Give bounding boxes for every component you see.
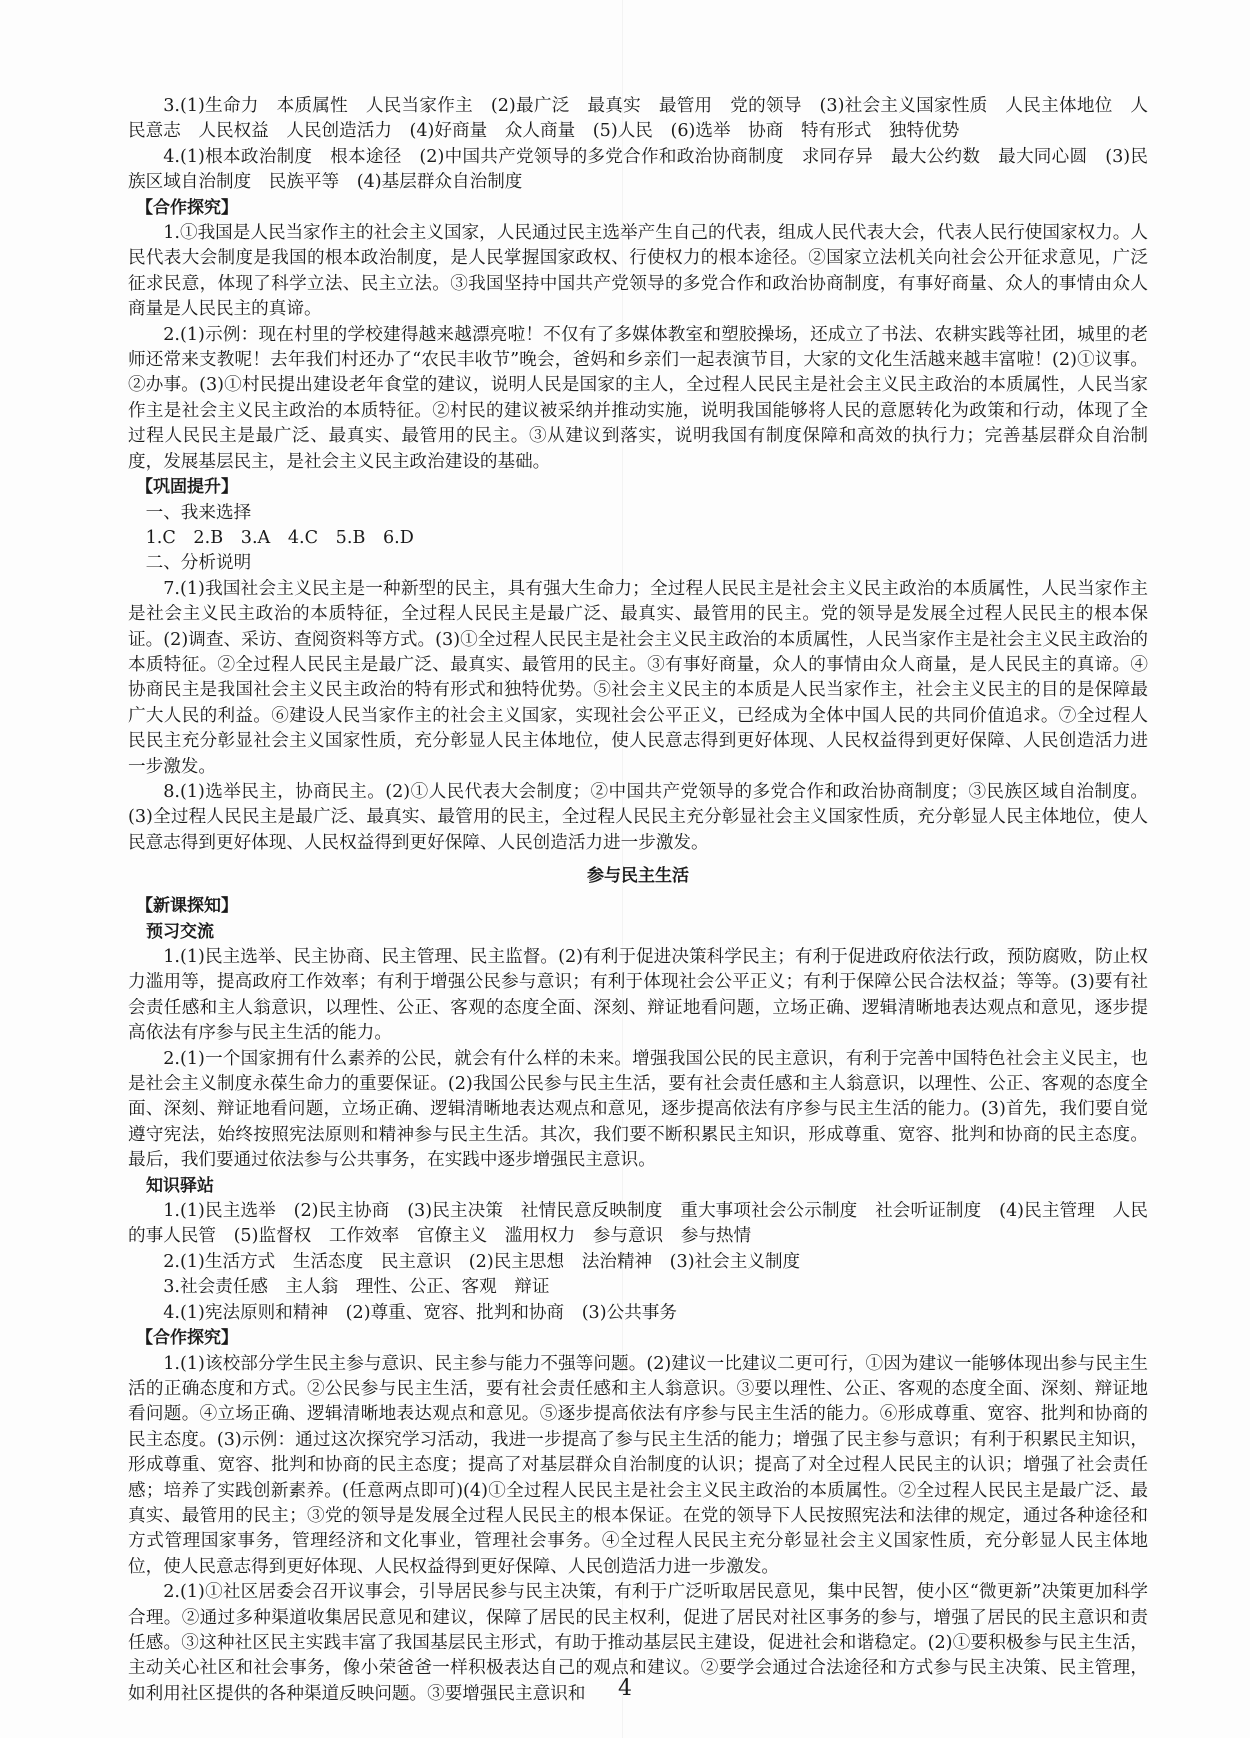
answer-paragraph: 1.(1)民主选举、民主协商、民主管理、民主监督。(2)有利于促进决策科学民主；有利于促进政府依法行政，预防腐败，防止权力滥用等，提高政府工作效率；有利于增强公民参与意识；有利于体现社会公平正义；有利于保障公民合法权益；等等。(3)要有社会责任感和主人翁意识，以理性、公正、客观的态度全面、深刻、辩证地看问题，立场正确、逻辑清晰地表达观点和意见，逐步提高依法有序参与民主生活的能力。 xyxy=(128,947,1148,1044)
subsection-heading: 知识驿站 xyxy=(146,1175,214,1196)
lesson-title: 参与民主生活 xyxy=(587,866,689,887)
answer-paragraph: 4.(1)根本政治制度 根本途径 (2)中国共产党领导的多党合作和政治协商制度 求同存异 最大公约数 最大同心圆 (3)民族区域自治制度 民族平等 (4)基层群众自治制度 xyxy=(128,146,1148,193)
answer-content xyxy=(128,94,1148,1707)
answer-paragraph: 1.(1)民主选举 (2)民主协商 (3)民主决策 社情民意反映制度 重大事项社会公示制度 社会听证制度 (4)民主管理 人民的事人民管 (5)监督权 工作效率 官僚主义 滥用权力 参与意识 参与热情 xyxy=(128,1201,1148,1247)
answer-paragraph: 2.(1)示例：现在村里的学校建得越来越漂亮啦！不仅有了多媒体教室和塑胶操场，还成立了书法、农耕实践等社团，城里的老师还常来支教呢！去年我们村还办了“农民丰收节”晚会，爸妈和乡亲们一起表演节目，大家的文化生活越来越丰富啦！(2)①议事。②办事。(3)①村民提出建设老年食堂的建议，说明人民是国家的主人，全过程人民民主是社会主义民主政治的本质属性，人民当家作主是社会主义民主政治的本质特征。②村民的建议被采纳并推动实施，说明我国能够将人民的意愿转化为政策和行动，体现了全过程人民民主是最广泛、最真实、最管用的民主。③从建议到落实，说明我国有制度保障和高效的执行力；完善基层群众自治制度，发展基层民主，是社会主义民主政治建设的基础。 xyxy=(128,324,1148,472)
section-heading: 【合作探究】 xyxy=(136,1328,238,1349)
section-heading: 【合作探究】 xyxy=(136,197,238,218)
answer-paragraph: 4.(1)宪法原则和精神 (2)尊重、宽容、批判和协商 (3)公共事务 xyxy=(163,1302,677,1323)
answer-paragraph: 7.(1)我国社会主义民主是一种新型的民主，具有强大生命力；全过程人民民主是社会主义民主政治的本质属性，人民当家作主是社会主义民主政治的本质特征，全过程人民民主是最广泛、最真实、最管用的民主。党的领导是发展全过程人民民主的根本保证。(2)调查、采访、查阅资料等方式。(3)①全过程人民民主是社会主义民主政治的本质属性，人民当家作主是社会主义民主政治的本质特征。②全过程人民民主是最广泛、最真实、最管用的民主。③有事好商量，众人的事情由众人商量，是人民民主的真谛。④协商民主是我国社会主义民主政治的特有形式和独特优势。⑤社会主义民主的本质是人民当家作主，社会主义民主的目的是保障最广大人民的利益。⑥建设人民当家作主的社会主义国家，实现社会公平正义，已经成为全体中国人民的共同价值追求。⑦全过程人民民主充分彰显社会主义国家性质，充分彰显人民主体地位，使人民意志得到更好体现、人民权益得到更好保障、人民创造活力进一步激发。 xyxy=(128,578,1148,777)
answer-paragraph: 2.(1)生活方式 生活态度 民主意识 (2)民主思想 法治精神 (3)社会主义制度 xyxy=(163,1251,801,1272)
answer-paragraph: 8.(1)选举民主，协商民主。(2)①人民代表大会制度；②中国共产党领导的多党合作和政治协商制度；③民族区域自治制度。(3)全过程人民民主是最广泛、最真实、最管用的民主，全过程人民民主充分彰显社会主义国家性质，充分彰显人民主体地位，使人民意志得到更好体现、人民权益得到更好保障、人民创造活力进一步激发。 xyxy=(128,781,1148,853)
section-heading: 【巩固提升】 xyxy=(136,477,238,498)
answer-paragraph: 3.(1)生命力 本质属性 人民当家作主 (2)最广泛 最真实 最管用 党的领导 (3)社会主义国家性质 人民主体地位 人民意志 人民权益 人民创造活力 (4)好商量 众人商量 (5)人民 (6)选举 协商 特有形式 独特优势 xyxy=(128,96,1148,142)
answer-paragraph: 1.(1)该校部分学生民主参与意识、民主参与能力不强等问题。(2)建议一比建议二更可行，①因为建议一能够体现出参与民主生活的正确态度和方式。②公民参与民主生活，要有社会责任感和主人翁意识。③要以理性、公正、客观的态度全面、深刻、辩证地看问题。④立场正确、逻辑清晰地表达观点和意见。⑤逐步提高依法有序参与民主生活的能力。⑥形成尊重、宽容、批判和协商的民主态度。(3)示例：通过这次探究学习活动，我进一步提高了参与民主生活的能力；增强了民主参与意识；有利于积累民主知识，形成尊重、宽容、批判和协商的民主态度；提高了对基层群众自治制度的认识；提高了对全过程人民民主的认识；增强了社会责任感；培养了实践创新素养。(任意两点即可)(4)①全过程人民民主是社会主义民主政治的本质属性。②全过程人民民主是最广泛、最真实、最管用的民主；③党的领导是发展全过程人民民主的根本保证。在党的领导下人民按照宪法和法律的规定，通过各种途径和方式管理国家事务，管理经济和文化事业，管理社会事务。④全过程人民民主充分彰显社会主义国家性质，充分彰显人民主体地位，使人民意志得到更好体现、人民权益得到更好保障、人民创造活力进一步激发。 xyxy=(128,1353,1148,1577)
sub-heading: 一、我来选择 xyxy=(145,502,252,523)
sub-heading: 二、分析说明 xyxy=(145,553,252,574)
answer-paragraph: 2.(1)①社区居委会召开议事会，引导居民参与民主决策，有利于广泛听取居民意见，集中民智，使小区“微更新”决策更加科学合理。②通过多种渠道收集居民意见和建议，保障了居民的民主权利，促进了居民对社区事务的参与，增强了居民的民主意识和责任感。③这种社区民主实践丰富了我国基层民主形式，有助于推动基层民主建设，促进社会和谐稳定。(2)①要积极参与民主生活，主动关心社区和社会事务，像小荣爸爸一样积极表达自己的观点和建议。②要学会通过合法途径和方式参与民主决策、民主管理，如利用社区提供的各种渠道反映问题。③要增强民主意识和 xyxy=(128,1582,1148,1704)
answer-paragraph: 2.(1)一个国家拥有什么素养的公民，就会有什么样的未来。增强我国公民的民主意识，有利于完善中国特色社会主义民主，也是社会主义制度永葆生命力的重要保证。(2)我国公民参与民主生活，要有社会责任感和主人翁意识，以理性、公正、客观的态度全面、深刻、辩证地看问题，立场正确、逻辑清晰地表达观点和意见，逐步提高依法有序参与民主生活的能力。(3)首先，我们要自觉遵守宪法，始终按照宪法原则和精神参与民主生活。其次，我们要不断积累民主知识，形成尊重、宽容、批判和协商的民主态度。最后，我们要通过依法参与公共事务，在实践中逐步增强民主意识。 xyxy=(128,1048,1148,1171)
sub-heading: 1.C 2.B 3.A 4.C 5.B 6.D xyxy=(145,527,414,548)
subsection-heading: 预习交流 xyxy=(146,921,214,942)
page-number: 4 xyxy=(618,1676,632,1701)
answer-paragraph: 1.①我国是人民当家作主的社会主义国家，人民通过民主选举产生自己的代表，组成人民代表大会，代表人民行使国家权力。人民代表大会制度是我国的根本政治制度，是人民掌握国家政权、行使权力的根本途径。②国家立法机关向社会公开征求意见，广泛征求民意，体现了科学立法、民主立法。③我国坚持中国共产党领导的多党合作和政治协商制度，有事好商量、众人的事情由众人商量是人民民主的真谛。 xyxy=(128,223,1148,320)
answer-paragraph: 3.社会责任感 主人翁 理性、公正、客观 辩证 xyxy=(163,1277,550,1298)
section-heading: 【新课探知】 xyxy=(136,896,238,917)
